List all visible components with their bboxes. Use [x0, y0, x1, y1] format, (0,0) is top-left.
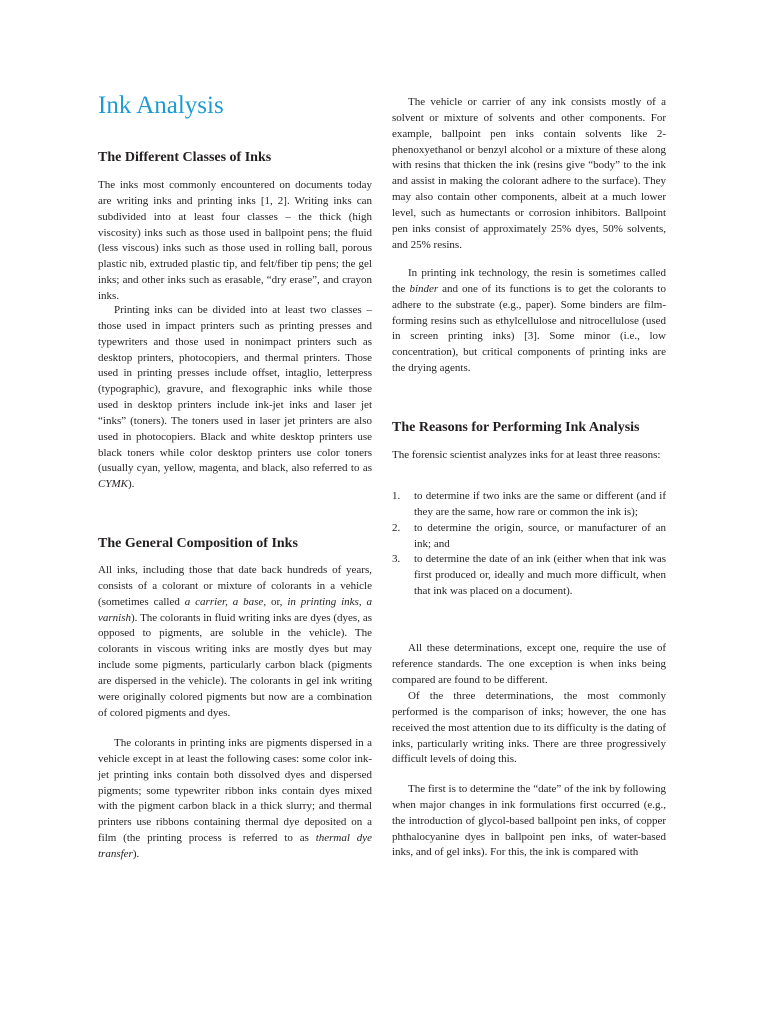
text-run: ). The colorants in fluid writing inks are dyes (dyes, as opposed to pigments, are soluble in the vehicle). The colorants in viscous writing inks are mostly dyes but may include some pigments, particularly carbon black (pigments are dispersed in the vehicle). The colorants in gel ink writing were originally colored pigments but now are a combination of colored pigments and dyes.: [98, 611, 372, 719]
paragraph-classes-1: The inks most commonly encountered on documents today are writing inks and printing inks [1, 2]. Writing inks can subdivided into at least four classes – the thick (high viscosity) inks such as those used in ballpoint pens; the fluid (less viscous) inks such as those used in rolling ball, porous plastic nib, extruded plastic tip, and felt/fiber tip pens; the gel inks; and other inks such as erasable, “dry erase”, and crayon inks.: [98, 179, 372, 302]
section-heading-reasons: The Reasons for Performing Ink Analysis: [392, 420, 640, 435]
text-run: Printing inks can be divided into at least two classes – those used in impact printers such as printing presses and typewriters and those used in nonimpact printers such as desktop printers, photocopiers, and thermal printers. Those used in printing presses include offset, intaglio, letterpress (typographic), gravure, and flexographic inks while those used in desktop printers include ink-jet inks and laser jet “inks” (toners). The toners used in laser jet printers are also used in photocopiers. Black and white desktop printers use black toners while color desktop printers use color toners (usually cyan, yellow, magenta, and black, also referred to as: [98, 304, 372, 475]
text-run: ).: [127, 478, 135, 491]
section-heading-composition: The General Composition of Inks: [98, 536, 298, 551]
list-number: 3.: [392, 553, 401, 566]
list-number: 2.: [392, 521, 401, 534]
text-run: In printing ink technology, the resin is sometimes called the: [392, 267, 666, 295]
paragraph-composition-3: The vehicle or carrier of any ink consists mostly of a solvent or mixture of solvents and other components. For example, ballpoint pen inks contain solvents like 2-phenoxyethanol or benzyl alcohol or a mixture of these along with resins that thicken the ink (resins give “body” to the ink and assist in making the colorant adhere to the surface). They may also contain other components, albeit at a much lower level, such as humectants or corrosion inhibitors. Ballpoint pen inks consist of approximately 25% dyes, 50% solvents, and 25% resins.: [392, 96, 666, 251]
paragraph-classes-2: [98, 303, 372, 493]
text-run: ).: [132, 847, 140, 860]
text-run: , or,: [263, 595, 288, 608]
emphasis-varnish: in printing inks, a varnish: [98, 595, 372, 624]
list-number: 1.: [392, 490, 401, 502]
section-heading-classes: The Different Classes of Inks: [98, 150, 272, 165]
list-item: [392, 521, 666, 553]
list-item: [392, 552, 666, 600]
paragraph-reasons-3: The first is to determine the “date” of the ink by following when major changes in ink formulations first occurred (e.g., the introduction of glycol-based ballpoint pen inks, of copper phthalocyanine dyes in ballpoint pen inks, of water-based inks, and of gel inks). For this, the ink is compared with: [392, 783, 666, 859]
paragraph-composition-1: [98, 563, 372, 721]
list-item-text: to determine the date of an ink (either when that ink was first produced or, ideally and much more difficult, when that ink was placed on a document).: [414, 553, 666, 598]
paragraph-reasons-2: Of the three determinations, the most commonly performed is the comparison of inks; however, the one has received the most attention due to its difficulty is the dating of inks, particularly writing inks. There are three progressively difficult levels of doing this.: [392, 690, 666, 766]
paragraph-reasons-intro: The forensic scientist analyzes inks for at least three reasons:: [392, 449, 661, 461]
emphasis-cymk: CYMK: [98, 478, 128, 491]
paragraph-composition-2: [98, 736, 372, 863]
emphasis-thermal-dye-transfer: thermal dye transfer: [98, 832, 373, 860]
list-item-text: to determine if two inks are the same or different (and if they are the same, how rare or common the ink is);: [414, 490, 666, 518]
emphasis-carrier-base: a carrier, a base: [184, 595, 264, 608]
reasons-list: [392, 489, 666, 600]
list-item: [392, 489, 666, 521]
list-item-text: to determine the origin, source, or manufacturer of an ink; and: [414, 521, 666, 550]
text-run: The colorants in printing inks are pigments dispersed in a vehicle except in at least the following cases: some color ink-jet printing inks contain both dissolved dyes and dispersed pigments; some typewriter ribbon inks contain dyes mixed with the pigment carbon black in a thick slurry; and thermal printers use ribbons containing thermal dye deposited on a film (the printing process is referred to as: [98, 737, 372, 845]
text-run: All inks, including those that date back hundreds of years, consists of a colorant or mixture of colorants in a vehicle (sometimes called: [98, 564, 372, 608]
article-title: Ink Analysis: [98, 92, 224, 119]
emphasis-binder: binder: [409, 282, 439, 295]
paragraph-reasons-1: All these determinations, except one, require the use of reference standards. The one exception is when inks being compared are found to be different.: [392, 642, 666, 686]
text-run: and one of its functions is to get the colorants to adhere to the substrate (e.g., paper). Some binders are film-forming resins such as ethylcellulose and nitrocellulose (used in screen printing inks) [3]. Some minor (i.e., low concentration), but critical components of printing inks are the drying agents.: [392, 282, 666, 375]
paragraph-composition-4: [392, 266, 666, 377]
